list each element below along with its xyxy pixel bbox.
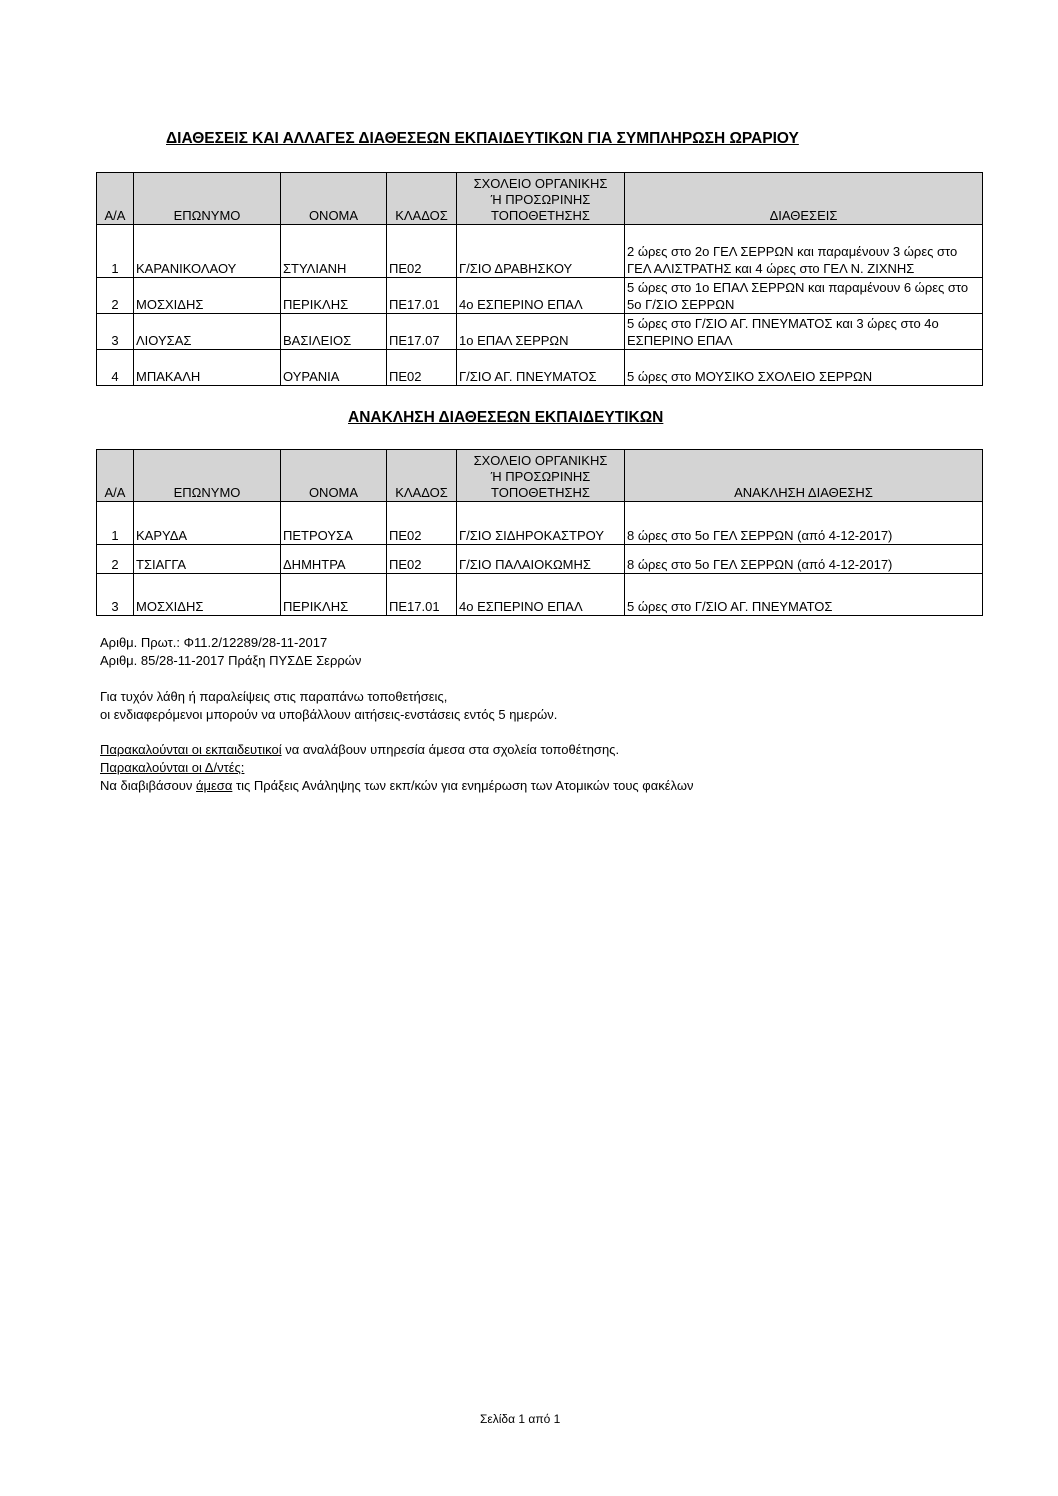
row-aa: 2 — [97, 545, 134, 574]
header-surname: ΕΠΩΝΥΜΟ — [134, 173, 281, 225]
table-header-row — [97, 173, 983, 225]
row-name: ΣΤΥΛΙΑΝΗ — [281, 225, 387, 278]
row-surname: ΜΠΑΚΑΛΗ — [134, 350, 281, 386]
header-assignments: ΔΙΑΘΕΣΕΙΣ — [625, 173, 983, 225]
header-school-line2: Ή ΠΡΟΣΩΡΙΝΗΣ — [490, 192, 591, 207]
row-name: ΟΥΡΑΝΙΑ — [281, 350, 387, 386]
row-branch: ΠΕ02 — [387, 225, 457, 278]
row-branch: ΠΕ17.01 — [387, 574, 457, 616]
forward-note-start: Να διαβιβάσουν — [100, 778, 196, 793]
row-assignment: 5 ώρες στο ΜΟΥΣΙΚΟ ΣΧΟΛΕΙΟ ΣΕΡΡΩΝ — [625, 350, 983, 386]
council-act: Αριθμ. 85/28-11-2017 Πράξη ΠΥΣΔΕ Σερρών — [100, 653, 362, 668]
row-branch: ΠΕ02 — [387, 502, 457, 545]
forward-note-emphasis: άμεσα — [196, 778, 233, 793]
table-row — [97, 278, 983, 314]
row-school: 4ο ΕΣΠΕΡΙΝΟ ΕΠΑΛ — [457, 574, 625, 616]
row-school: Γ/ΣΙΟ ΠΑΛΑΙΟΚΩΜΗΣ — [457, 545, 625, 574]
table-header-row — [97, 450, 983, 502]
allocations-title: ΔΙΑΘΕΣΕΙΣ ΚΑΙ ΑΛΛΑΓΕΣ ΔΙΑΘΕΣΕΩΝ ΕΚΠΑΙΔΕΥΤΙΚΩΝ ΓΙΑ ΣΥΜΠΛΗΡΩΣΗ ΩΡΑΡΙΟΥ — [166, 130, 799, 147]
row-name: ΔΗΜΗΤΡΑ — [281, 545, 387, 574]
header-school-line1: ΣΧΟΛΕΙΟ ΟΡΓΑΝΙΚΗΣ — [473, 176, 608, 191]
row-revocation: 5 ώρες στο Γ/ΣΙΟ ΑΓ. ΠΝΕΥΜΑΤΟΣ — [625, 574, 983, 616]
page-footer: Σελίδα 1 από 1 — [480, 1412, 561, 1426]
header-surname: ΕΠΩΝΥΜΟ — [134, 450, 281, 502]
header-school — [457, 173, 625, 225]
row-aa: 4 — [97, 350, 134, 386]
forward-note — [100, 777, 694, 795]
header-aa: Α/Α — [97, 173, 134, 225]
row-surname: ΚΑΡΥΔΑ — [134, 502, 281, 545]
row-surname: ΜΟΣΧΙΔΗΣ — [134, 574, 281, 616]
row-aa: 3 — [97, 314, 134, 350]
row-revocation: 8 ώρες στο 5ο ΓΕΛ ΣΕΡΡΩΝ (από 4-12-2017) — [625, 502, 983, 545]
row-surname: ΛΙΟΥΣΑΣ — [134, 314, 281, 350]
row-school: Γ/ΣΙΟ ΣΙΔΗΡΟΚΑΣΤΡΟΥ — [457, 502, 625, 545]
row-aa: 3 — [97, 574, 134, 616]
header-branch: ΚΛΑΔΟΣ — [387, 450, 457, 502]
header-school-line2: Ή ΠΡΟΣΩΡΙΝΗΣ — [490, 469, 591, 484]
row-surname: ΜΟΣΧΙΔΗΣ — [134, 278, 281, 314]
row-aa: 1 — [97, 225, 134, 278]
teachers-note-underlined: Παρακαλούνται οι εκπαιδευτικοί — [100, 742, 282, 757]
table-row — [97, 574, 983, 616]
row-assignment: 5 ώρες στο 1ο ΕΠΑΛ ΣΕΡΡΩΝ και παραμένουν 6 ώρες στο 5ο Γ/ΣΙΟ ΣΕΡΡΩΝ — [625, 278, 983, 314]
row-surname: ΚΑΡΑΝΙΚΟΛΑΟΥ — [134, 225, 281, 278]
table-row — [97, 314, 983, 350]
row-surname: ΤΣΙΑΓΓΑ — [134, 545, 281, 574]
row-name: ΠΕΡΙΚΛΗΣ — [281, 278, 387, 314]
header-school-line1: ΣΧΟΛΕΙΟ ΟΡΓΑΝΙΚΗΣ — [473, 453, 608, 468]
row-assignment: 5 ώρες στο Γ/ΣΙΟ ΑΓ. ΠΝΕΥΜΑΤΟΣ και 3 ώρες στο 4ο ΕΣΠΕΡΙΝΟ ΕΠΑΛ — [625, 314, 983, 350]
row-branch: ΠΕ02 — [387, 350, 457, 386]
row-revocation: 8 ώρες στο 5ο ΓΕΛ ΣΕΡΡΩΝ (από 4-12-2017) — [625, 545, 983, 574]
header-name: ΟΝΟΜΑ — [281, 450, 387, 502]
row-branch: ΠΕ17.07 — [387, 314, 457, 350]
table-row — [97, 545, 983, 574]
row-aa: 2 — [97, 278, 134, 314]
revocations-table — [96, 449, 983, 616]
forward-note-end: τις Πράξεις Ανάληψης των εκπ/κών για ενημέρωση των Ατομικών τους φακέλων — [232, 778, 694, 793]
header-school-line3: ΤΟΠΟΘΕΤΗΣΗΣ — [491, 485, 590, 500]
allocations-table — [96, 172, 983, 386]
header-name: ΟΝΟΜΑ — [281, 173, 387, 225]
row-name: ΠΕΡΙΚΛΗΣ — [281, 574, 387, 616]
errors-note-line2: οι ενδιαφερόμενοι μπορούν να υποβάλλουν αιτήσεις-ενστάσεις εντός 5 ημερών. — [100, 707, 558, 722]
header-branch: ΚΛΑΔΟΣ — [387, 173, 457, 225]
table-row — [97, 225, 983, 278]
protocol-number: Αριθμ. Πρωτ.: Φ11.2/12289/28-11-2017 — [100, 635, 328, 650]
teachers-note — [100, 741, 619, 759]
row-school: Γ/ΣΙΟ ΑΓ. ΠΝΕΥΜΑΤΟΣ — [457, 350, 625, 386]
directors-note: Παρακαλούνται οι Δ/ντές: — [100, 760, 245, 775]
row-school: 1ο ΕΠΑΛ ΣΕΡΡΩΝ — [457, 314, 625, 350]
teachers-note-rest: να αναλάβουν υπηρεσία άμεσα στα σχολεία τοποθέτησης. — [281, 742, 620, 757]
row-name: ΠΕΤΡΟΥΣΑ — [281, 502, 387, 545]
row-aa: 1 — [97, 502, 134, 545]
header-revocation: ΑΝΑΚΛΗΣΗ ΔΙΑΘΕΣΗΣ — [625, 450, 983, 502]
errors-note-line1: Για τυχόν λάθη ή παραλείψεις στις παραπάνω τοποθετήσεις, — [100, 689, 448, 704]
row-assignment: 2 ώρες στο 2ο ΓΕΛ ΣΕΡΡΩΝ και παραμένουν 3 ώρες στο ΓΕΛ ΑΛΙΣΤΡΑΤΗΣ και 4 ώρες στο ΓΕΛ Ν. ΖΙΧΝΗΣ — [625, 225, 983, 278]
table-row — [97, 502, 983, 545]
row-branch: ΠΕ02 — [387, 545, 457, 574]
table-row — [97, 350, 983, 386]
header-aa: Α/Α — [97, 450, 134, 502]
row-school: Γ/ΣΙΟ ΔΡΑΒΗΣΚΟΥ — [457, 225, 625, 278]
row-branch: ΠΕ17.01 — [387, 278, 457, 314]
revocations-title: ΑΝΑΚΛΗΣΗ ΔΙΑΘΕΣΕΩΝ ΕΚΠΑΙΔΕΥΤΙΚΩΝ — [348, 409, 664, 426]
row-school: 4ο ΕΣΠΕΡΙΝΟ ΕΠΑΛ — [457, 278, 625, 314]
header-school — [457, 450, 625, 502]
header-school-line3: ΤΟΠΟΘΕΤΗΣΗΣ — [491, 208, 590, 223]
row-name: ΒΑΣΙΛΕΙΟΣ — [281, 314, 387, 350]
